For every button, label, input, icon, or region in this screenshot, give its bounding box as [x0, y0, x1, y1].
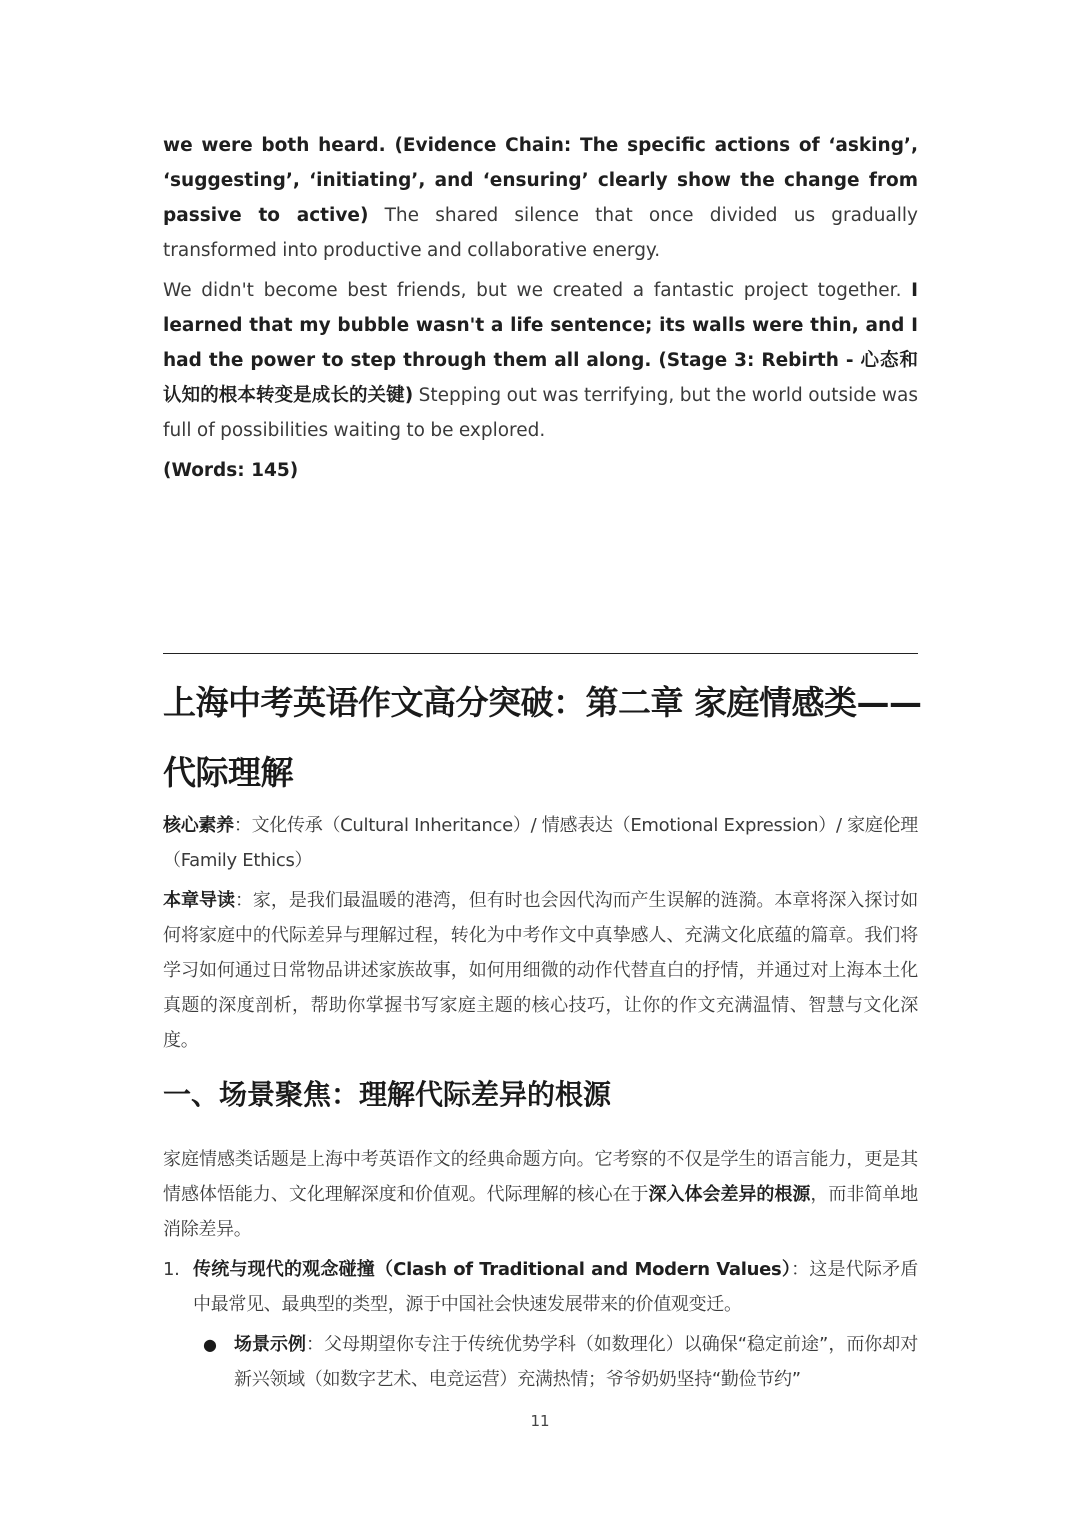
core-literacy-label: 核心素养	[163, 815, 234, 836]
chapter-intro-label: 本章导读	[163, 890, 235, 911]
paragraph-1	[163, 128, 918, 268]
chapter-body	[163, 808, 918, 1397]
paragraph-1-text: The shared silence that once divided us gradually transformed into productive and collaborative energy.	[163, 205, 918, 261]
section-intro-text-a: 家庭情感类话题是上海中考英语作文的经典命题方向。它考察的不仅是学生的语言能力，更是其情感体悟能力、文化理解深度和价值观。代际理解的核心在于	[163, 1149, 918, 1205]
core-literacy-text: ：文化传承（Cultural Inheritance）/ 情感表达（Emotional Expression）/ 家庭伦理（Family Ethics）	[163, 815, 919, 871]
section-intro-text-b: ，而非简单地消除差异。	[163, 1184, 918, 1240]
list-item	[163, 1252, 918, 1322]
paragraph-2-text-b: Stepping out was terrifying, but the world outside was full of possibilities waiting to be explored.	[163, 385, 918, 441]
paragraph-2-text-a: We didn't become best friends, but we created a fantastic project together.	[163, 280, 912, 301]
list-number: 1.	[163, 1259, 180, 1280]
word-count: (Words: 145)	[163, 460, 299, 481]
chapter-divider	[163, 653, 918, 654]
chapter-title	[163, 668, 923, 808]
evidence-chain-bold: we were both heard. (Evidence Chain: The specific actions of ‘asking’, ‘suggesting’, ‘initiating’, and ‘ensuring’ clearly show the change from passive to active)	[163, 135, 918, 226]
chapter-title-line-2: 代际理解	[163, 753, 293, 792]
page-number: 11	[530, 1412, 550, 1430]
section-intro-bold: 深入体会差异的根源	[648, 1184, 811, 1205]
section-heading: 一、场景聚焦：理解代际差异的根源	[163, 1078, 612, 1111]
bullet-item	[203, 1327, 918, 1397]
list-item-bold: 传统与现代的观念碰撞（Clash of Traditional and Modern Values）	[193, 1259, 792, 1280]
bullet-body: ：父母期望你专注于传统优势学科（如数理化）以确保“稳定前途”，而你却对新兴领域（如数字艺术、电竞运营）充满热情；爷爷奶奶坚持“勤俭节约”	[234, 1334, 918, 1390]
section-intro-paragraph	[163, 1142, 918, 1247]
list-item-text	[193, 1252, 918, 1322]
bullet-dot-icon: ●	[203, 1335, 217, 1354]
bullet-text	[234, 1327, 918, 1397]
core-literacy	[163, 808, 918, 878]
chapter-intro-text: ：家，是我们最温暖的港湾，但有时也会因代沟而产生误解的涟漪。本章将深入探讨如何将家庭中的代际差异与理解过程，转化为中考作文中真挚感人、充满文化底蕴的篇章。我们将学习如何通过日常物品讲述家族故事，如何用细微的动作代替直白的抒情，并通过对上海本土化真题的深度剖析，帮助你掌握书写家庭主题的核心技巧，让你的作文充满温情、智慧与文化深度。	[163, 890, 918, 1051]
list-item-body: ：这是代际矛盾中最常见、最典型的类型，源于中国社会快速发展带来的价值观变迁。	[193, 1259, 918, 1315]
rebirth-stage-bold: I learned that my bubble wasn't a life sentence; its walls were thin, and I had the power to step through them all along. (Stage 3: Rebirth - 心态和认知的根本转变是成长的关键)	[163, 280, 918, 406]
english-essay-section	[163, 128, 918, 488]
paragraph-2	[163, 273, 918, 448]
chapter-intro	[163, 883, 918, 1058]
bullet-bold: 场景示例	[234, 1334, 306, 1355]
chapter-title-line-1: 上海中考英语作文高分突破：第二章 家庭情感类——	[163, 683, 922, 722]
